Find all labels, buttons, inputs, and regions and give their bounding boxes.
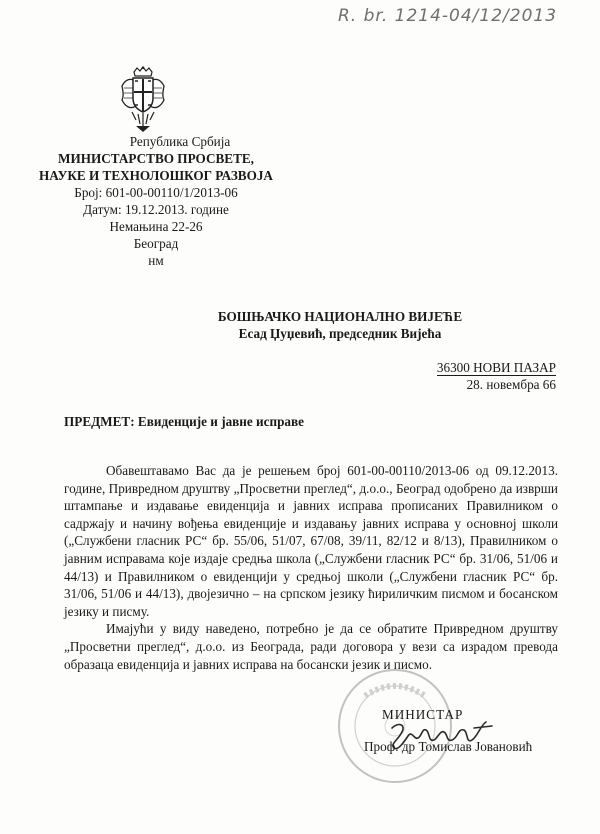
header-country: Република Србија (129, 134, 231, 149)
recipient-city (437, 360, 556, 375)
subject-text: Евиденције и јавне исправе (137, 414, 305, 429)
body-paragraph-2: Имајући у виду наведено, потребно је да се обратите Привредном друштву „Просветни преглед“, д.о.о. из Београда, ради договора у вези са израдом превода образаца евиденција и јавних исправа на босански језик и писмо. (64, 621, 558, 672)
header-document-number: Број: 601-00-00110/1/2013-06 (74, 185, 238, 200)
signature-name: Проф. др Томислав Јовановић (364, 739, 533, 754)
subject-line (64, 414, 304, 429)
coat-of-arms-emblem (118, 66, 168, 134)
recipient-street: 28. новембра 66 (466, 377, 556, 392)
recipient-city-text: 36300 НОВИ ПАЗАР (436, 360, 556, 375)
header-initials: нм (148, 253, 164, 268)
header-document-date: Датум: 19.12.2013. године (83, 202, 229, 217)
recipient-organization: БОШЊАЧКО НАЦИОНАЛНО ВИЈЕЋЕ (217, 309, 463, 324)
subject-label: ПРЕДМЕТ: (64, 414, 135, 429)
header-street-address: Немањина 22-26 (109, 219, 203, 234)
header-ministry-line1: МИНИСТАРСТВО ПРОСВЕТЕ, (58, 151, 254, 166)
registry-handwritten-note: R. br. 1214-04/12/2013 (338, 6, 558, 26)
body-paragraph-1: Обавештавамо Вас да је решењем број 601-00-00110/2013-06 од 09.12.2013. године, Привредном друштву „Просветни преглед“, д.о.о., Београд одобрено да изврши штампање и издавање евиденција и јавних исправа прописаних Правилником о садржају и начину вођења евиденције и издавању јавних исправа у основној школи („Службени гласник РС“ бр. 55/06, 51/07, 67/08, 39/11, 82/12 и 8/13), Правилником о јавним исправама које издаје средња школа („Службени гласник РС“ бр. 31/06, 51/06 и 44/13) и Правилником о евиденцији у средњој школи („Службени гласник РС“ бр. 31/06, 51/06 и 44/13), двојезично – на српском језику ћириличким писмом и босанском језику и писму. (64, 463, 558, 619)
letter-body (64, 462, 558, 673)
signature-title: МИНИСТАР (382, 707, 464, 722)
header-ministry-line2: НАУКЕ И ТЕХНОЛОШКОГ РАЗВОЈА (39, 168, 273, 183)
recipient-person: Есад Џуџевић, председник Вијећа (238, 326, 442, 341)
header-city: Београд (133, 236, 179, 251)
